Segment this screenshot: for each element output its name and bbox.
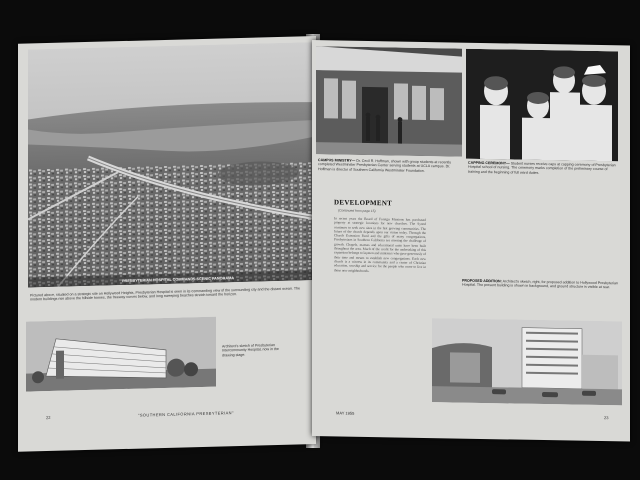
nurses-capping-illustration — [466, 49, 618, 162]
aerial-caption-body: Pictured above, situated on a strategic site on Hollywood Heights, Presbyterian Hospital is seen in its commanding view of the surrounding city and the distant ocean. The modern buildings rise above the hillside homes, the freeway curves below, and long sweeping beaches stretch toward the horizon. — [30, 286, 301, 302]
sketch-caption: Architect's sketch of Presbyterian Intercommunity Hospital, now in the drawing stage. — [222, 343, 279, 358]
campus-photo — [316, 46, 462, 157]
campus-caption-title: CAMPUS MINISTRY— — [318, 158, 356, 163]
nurses-caption — [468, 161, 618, 177]
campus-building-illustration — [316, 46, 462, 157]
development-body: In recent years the Board of Foreign Missions has purchased property at strategic locations for new churches. The Synod continues to seek new sites in the fast growing communities. The future of the church depends upon our vision today. Through the Church Extension Fund and the gifts of many congregations, Presbyterians in Southern California are meeting the challenge of growth. Chapels, manses and educational units have been built throughout the area. Much of the credit for the undertaking of this expansion belongs to laymen and ministers who gave generously of their time and means to establish new congregations. Each new church is a witness in its community and a center of Christian education, worship and service for the people who come to live in these new neighborhoods. — [334, 216, 426, 273]
aerial-caption-title: PRESBYTERIAN HOSPITAL COMMANDS SCENIC PANORAMA — [121, 276, 234, 284]
hospital-sketch-photo — [26, 317, 216, 392]
hospital-sketch-illustration — [26, 317, 216, 392]
campus-caption-body: Dr. Cecil R. Hoffman, shown with group students at recently completed Westminster Presbyterian Center serving students at UCLA campus. Dr. Hoffman is director of Southern California Westminster Foundation. — [318, 158, 452, 173]
nurses-caption-body: Student nurses receive caps at capping ceremony of Presbyterian Hospital school of nursing. The ceremony marks completion of the preliminary course of training and the beginning of full ward duties. — [468, 161, 616, 175]
nurses-photo — [466, 49, 618, 162]
proposed-caption-body: Architect's sketch, right, for proposed addition to Hollywood Presbyterian Hospital. The present building is shown in background, and ground structure is visible at rear. — [462, 279, 618, 290]
right-page-month: MAY 1955 — [336, 410, 355, 416]
aerial-city-illustration — [28, 42, 312, 287]
proposed-caption-title: PROPOSED ADDITION: — [462, 278, 502, 284]
aerial-photo — [28, 42, 312, 287]
right-page — [312, 40, 630, 442]
development-subhead: (Continued from page 15) — [338, 208, 376, 214]
nurses-caption-title: CAPPING CEREMONY— — [468, 160, 510, 166]
left-page — [18, 36, 316, 452]
development-heading: DEVELOPMENT — [334, 198, 393, 208]
right-page-number: 23 — [604, 415, 609, 421]
proposed-caption — [462, 279, 620, 291]
left-page-running-title: "SOUTHERN CALIFORNIA PRESBYTERIAN" — [138, 410, 234, 418]
proposed-addition-photo — [432, 318, 622, 405]
left-page-number: 22 — [46, 414, 51, 421]
campus-caption — [318, 158, 460, 174]
proposed-hospital-illustration — [432, 318, 622, 405]
